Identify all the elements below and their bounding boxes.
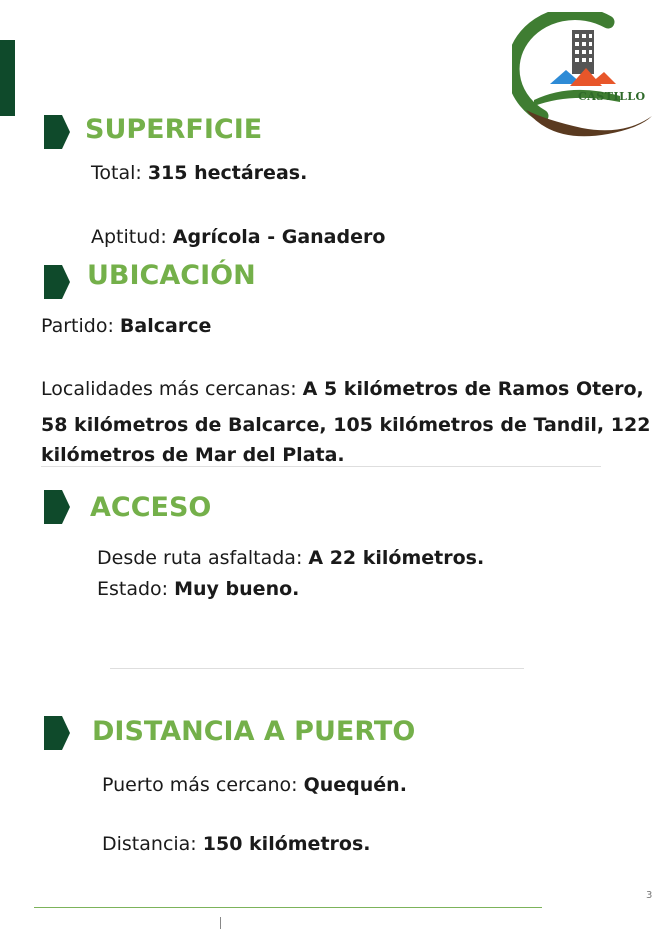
- acceso-heading: ACCESO: [90, 492, 212, 523]
- section-marker-icon: [44, 115, 70, 149]
- logo-brand-text: CASTILLO: [578, 90, 646, 103]
- localidades-line-3: kilómetros de Mar del Plata.: [41, 444, 345, 466]
- localidades-line: Localidades más cercanas: A 5 kilómetros de Ramos Otero,: [41, 378, 644, 400]
- section-marker-icon: [44, 716, 70, 750]
- page-number: 3: [646, 890, 653, 901]
- estado-line: Estado: Muy bueno.: [97, 578, 300, 600]
- ubicacion-heading: UBICACIÓN: [87, 260, 256, 291]
- side-accent-bar: [0, 40, 15, 116]
- localidades-line-2: 58 kilómetros de Balcarce, 105 kilómetros de Tandil, 122: [41, 414, 651, 436]
- distancia-line: Distancia: 150 kilómetros.: [102, 833, 371, 855]
- partido-line: Partido: Balcarce: [41, 315, 212, 337]
- total-line: Total: 315 hectáreas.: [91, 162, 308, 184]
- section-marker-icon: [44, 490, 70, 524]
- aptitud-line: Aptitud: Agrícola - Ganadero: [91, 226, 386, 248]
- ruta-line: Desde ruta asfaltada: A 22 kilómetros.: [97, 547, 485, 569]
- castillo-logo: [512, 12, 658, 146]
- superficie-heading: SUPERFICIE: [85, 114, 263, 145]
- puerto-heading: DISTANCIA A PUERTO: [92, 716, 416, 747]
- section-marker-icon: [44, 265, 70, 299]
- puerto-cercano-line: Puerto más cercano: Quequén.: [102, 774, 407, 796]
- footer-rule: [34, 907, 542, 908]
- section-divider: [110, 668, 524, 669]
- footer-tick: [220, 917, 221, 929]
- section-divider: [41, 466, 601, 467]
